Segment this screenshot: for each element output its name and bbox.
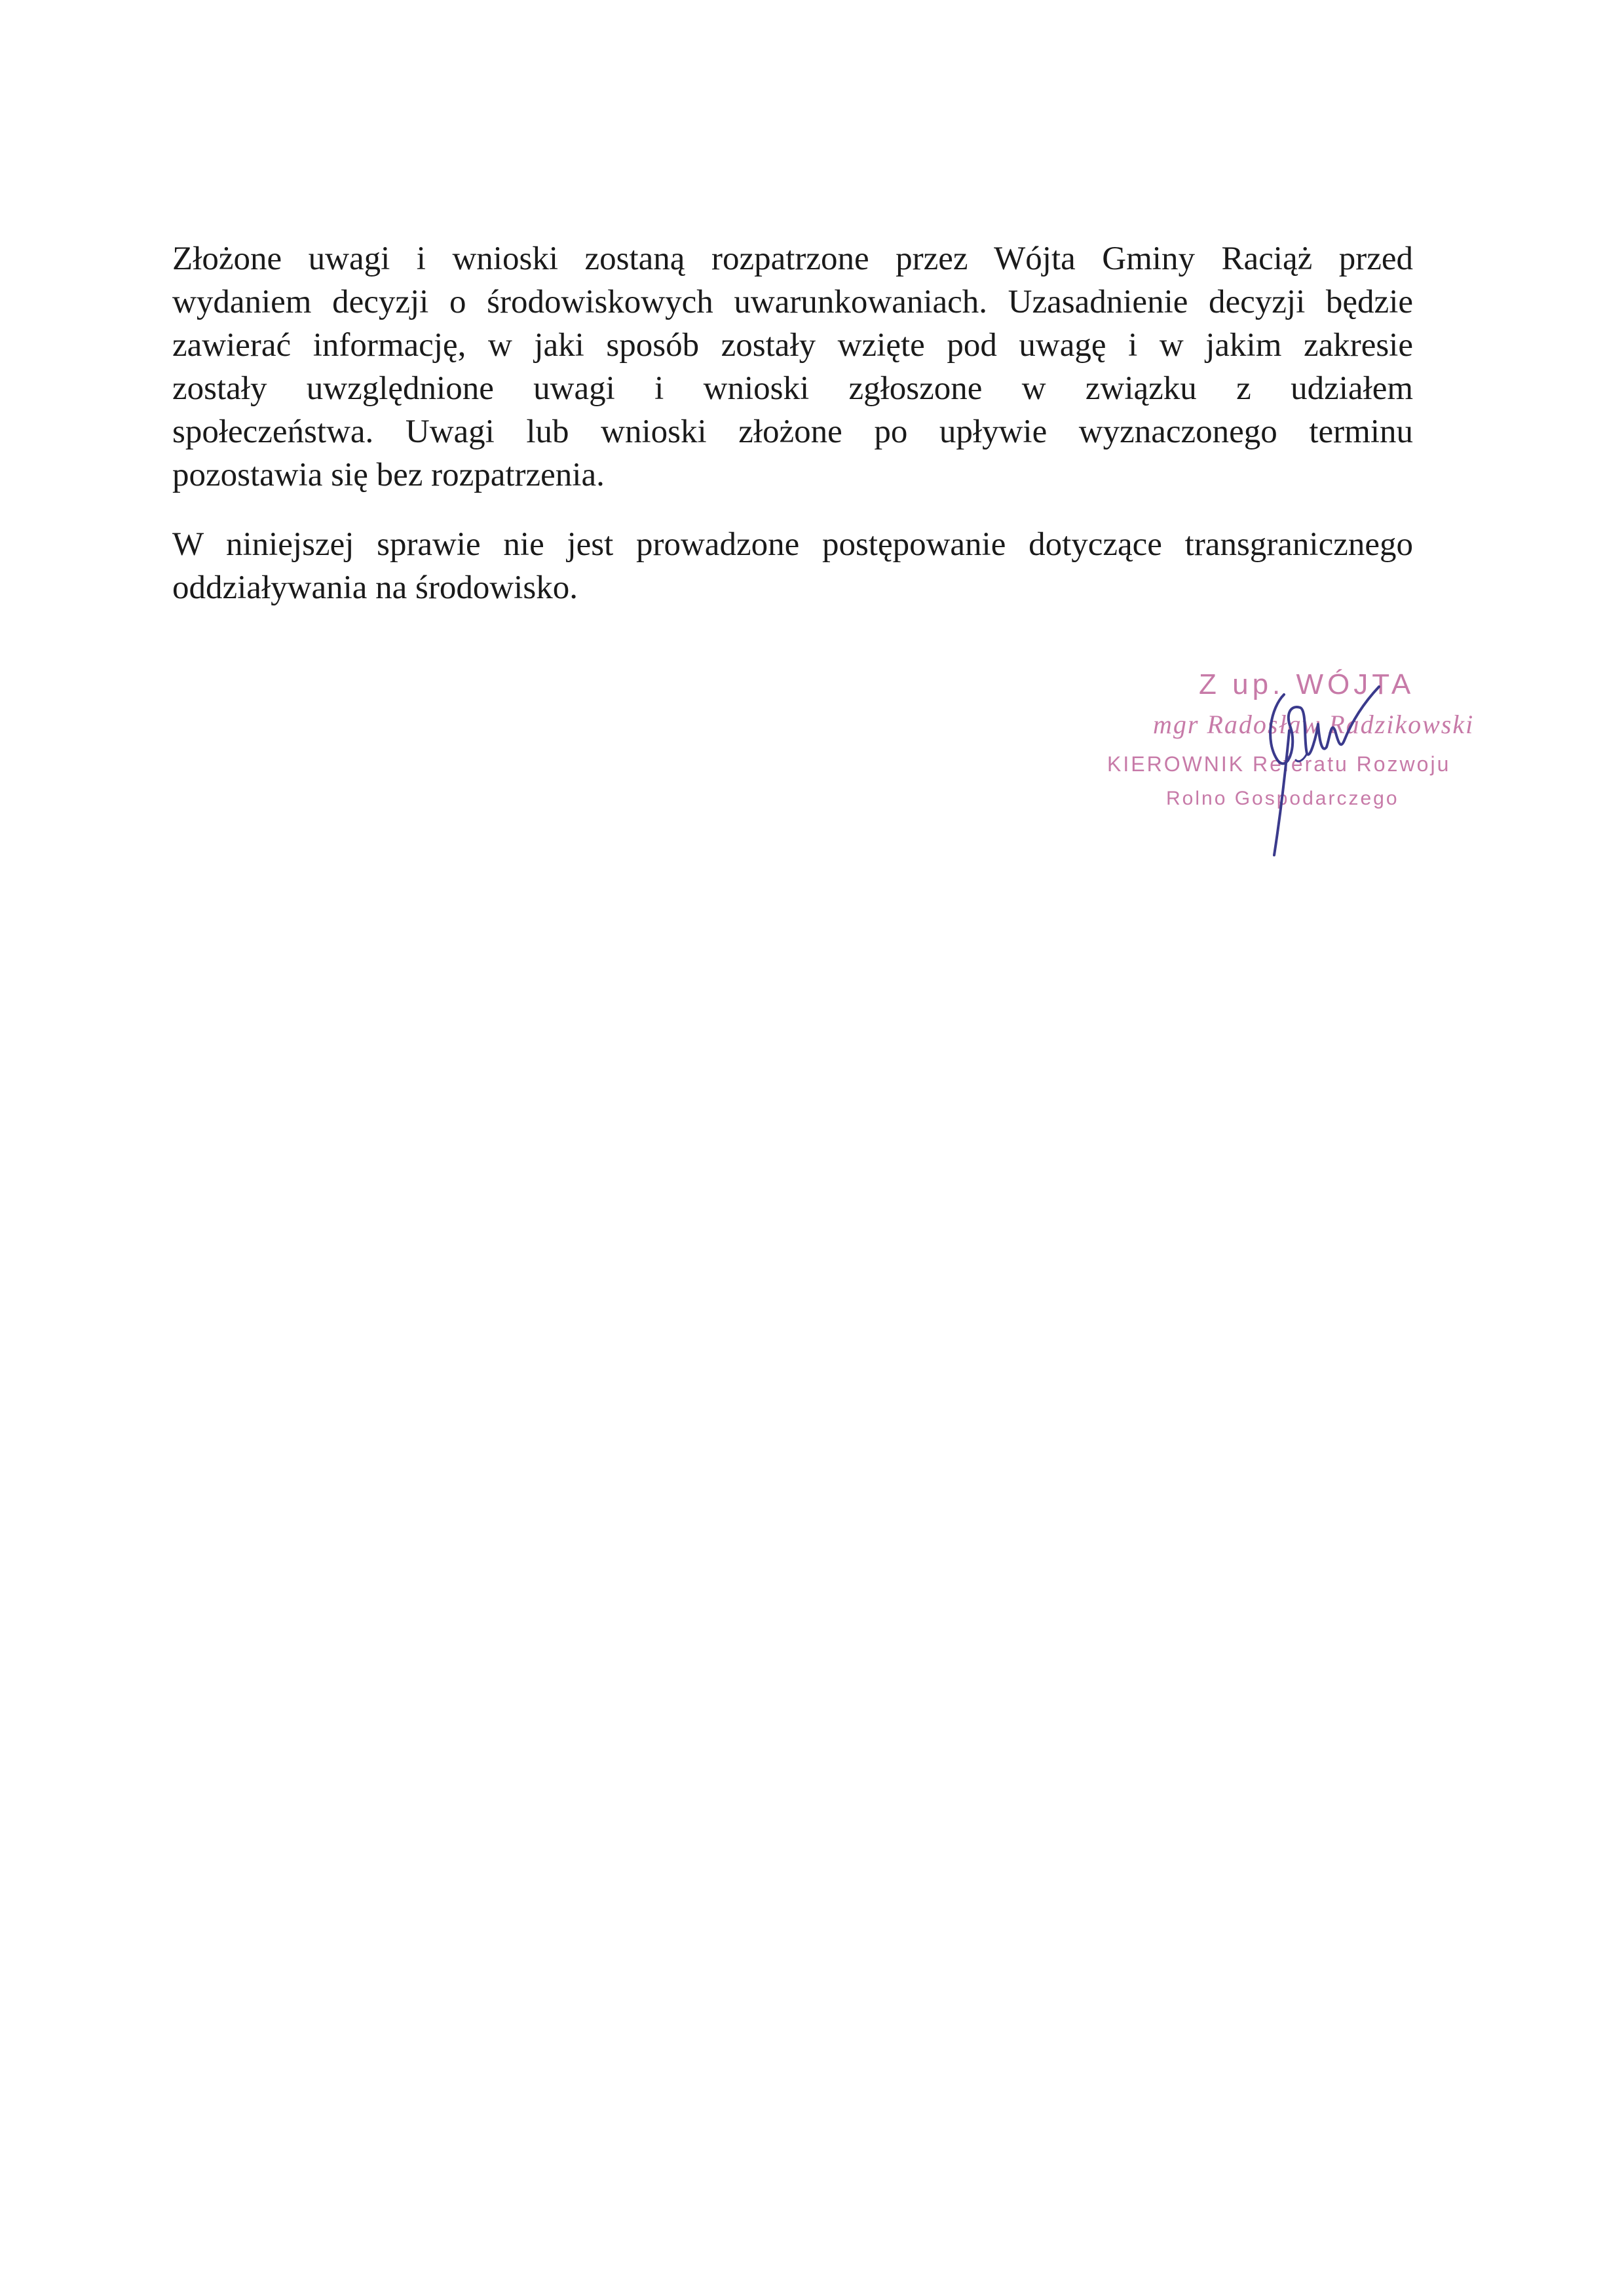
paragraph-line: społeczeństwa. Uwagi lub wnioski złożone po upływie wyznaczonego terminu (172, 413, 1413, 450)
paragraph-line: zostały uwzględnione uwagi i wnioski zgłoszone w związku z udziałem (172, 370, 1413, 407)
stamp-name-line: mgr Radosław Radzikowski (1153, 710, 1475, 739)
handwritten-signature (1245, 668, 1402, 865)
paragraph-line: pozostawia się bez rozpatrzenia. (172, 457, 605, 493)
paragraph-remarks-consideration (172, 237, 1413, 497)
paragraph-transboundary-note (172, 523, 1413, 609)
stamp-department-line: Rolno Gospodarczego (1166, 788, 1399, 809)
paragraph-line: W niniejszej sprawie nie jest prowadzone postępowanie dotyczące transgranicznego (172, 526, 1413, 563)
paragraph-line: oddziaływania na środowisko. (172, 569, 578, 606)
paragraph-line: Złożone uwagi i wnioski zostaną rozpatrzone przez Wójta Gminy Raciąż przed (172, 240, 1413, 277)
stamp-authorization-line: Z up. WÓJTA (1199, 668, 1415, 700)
stamp-position-line: KIEROWNIK Referatu Rozwoju (1107, 752, 1451, 776)
paragraph-line: zawierać informację, w jaki sposób zostały wzięte pod uwagę i w jakim zakresie (172, 327, 1413, 364)
paragraph-line: wydaniem decyzji o środowiskowych uwarunkowaniach. Uzasadnienie decyzji będzie (172, 284, 1413, 320)
